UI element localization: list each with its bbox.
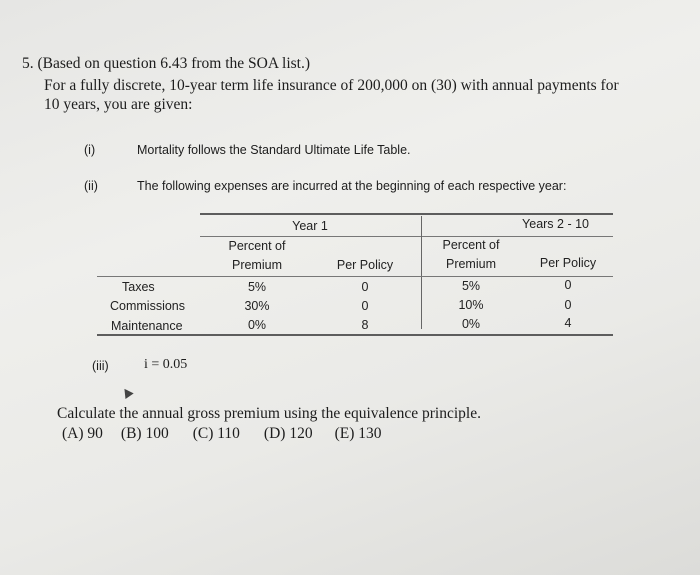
choice-a[interactable]: (A) 90 (62, 425, 103, 442)
calculate-prompt: Calculate the annual gross premium using the equivalence principle. (57, 405, 481, 422)
choice-e[interactable]: (E) 130 (334, 425, 382, 442)
choice-d[interactable]: (D) 120 (263, 425, 313, 442)
row-label-taxes: Taxes (122, 280, 155, 294)
col-header-3-line1: Percent of (442, 238, 500, 252)
table-cell: 0 (564, 278, 572, 292)
table-cell: 0 (361, 299, 369, 313)
question-line-2: For a fully discrete, 10-year term life insurance of 200,000 on (30) with annual payments for (44, 77, 619, 94)
table-top-rule (200, 213, 613, 215)
table-cell: 30% (244, 299, 270, 313)
table-cell: 5% (247, 280, 267, 294)
item-number-i: (i) (84, 143, 96, 157)
group-header-years2-10 (425, 217, 613, 231)
col-header-3-line2: Premium (445, 257, 496, 271)
choice-c[interactable]: (C) 110 (192, 425, 240, 442)
item-text-expenses: The following expenses are incurred at the beginning of each respective year: (137, 179, 567, 193)
choice-b[interactable]: (B) 100 (120, 425, 169, 442)
mouse-cursor-icon (120, 386, 133, 399)
table-cell: 4 (564, 316, 572, 330)
table-cell: 0% (461, 317, 481, 331)
question-line-3: 10 years, you are given: (44, 96, 193, 113)
col-header-1-line1: Percent of (228, 239, 286, 253)
table-group-rule (200, 236, 613, 237)
item-text-interest: i = 0.05 (144, 357, 188, 372)
question-title: 5. (Based on question 6.43 from the SOA list.) (22, 55, 311, 72)
table-cell: 0 (564, 298, 572, 312)
table-group-divider (421, 216, 422, 329)
table-cell: 10% (458, 298, 484, 312)
item-number-iii: (iii) (92, 359, 109, 373)
group-header-years2-10-label: Years 2 - 10 (522, 217, 589, 231)
item-number-ii: (ii) (84, 179, 98, 193)
table-cell: 5% (461, 279, 481, 293)
row-label-maintenance: Maintenance (111, 319, 183, 333)
row-label-commissions: Commissions (110, 299, 186, 313)
answer-choices (62, 424, 382, 443)
col-header-4: Per Policy (539, 256, 597, 270)
group-header-year1: Year 1 (292, 219, 328, 233)
item-text-mortality: Mortality follows the Standard Ultimate Life Table. (137, 143, 411, 157)
col-header-2: Per Policy (336, 258, 394, 272)
table-cell: 0 (361, 280, 369, 294)
col-header-1-line2: Premium (231, 258, 282, 272)
table-cell: 0% (247, 318, 267, 332)
table-cell: 8 (361, 318, 369, 332)
table-bottom-rule (97, 334, 613, 336)
table-header-rule (97, 276, 613, 277)
